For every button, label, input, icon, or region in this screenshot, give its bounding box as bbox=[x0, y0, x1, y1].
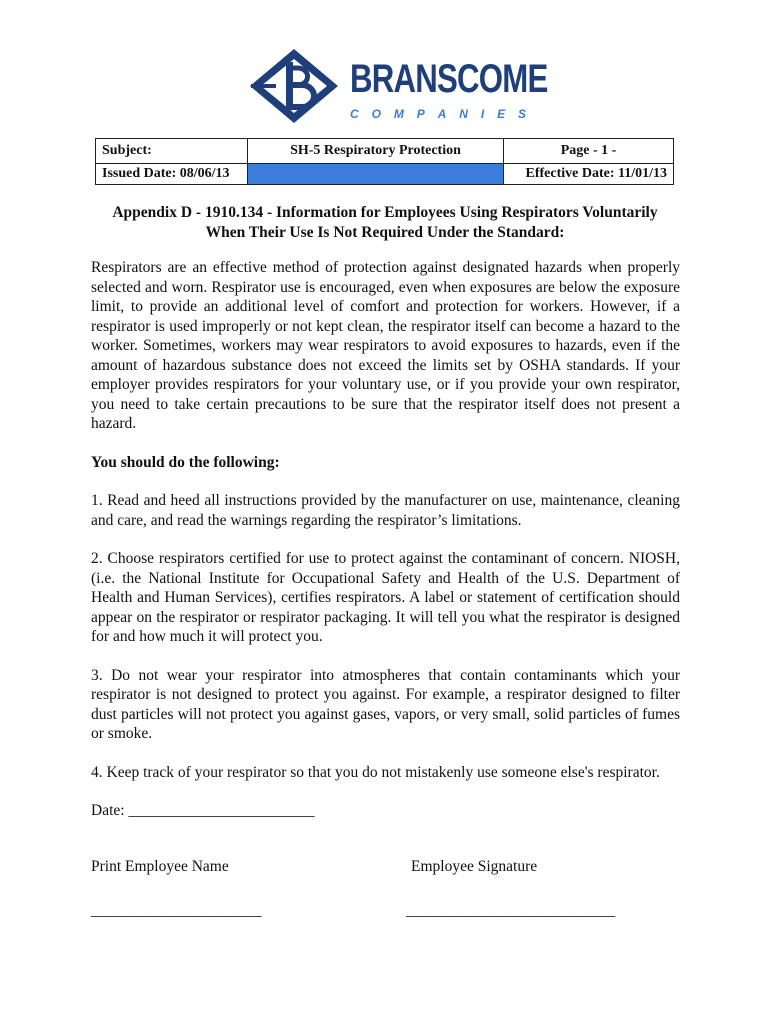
logo-letter: M bbox=[393, 107, 404, 121]
logo-letter: S bbox=[517, 107, 526, 121]
page-number: Page - 1 - bbox=[504, 139, 674, 164]
logo-subtitle bbox=[350, 107, 526, 121]
logo-letter: O bbox=[371, 107, 381, 121]
logo-wordmark: BRANSCOME bbox=[350, 57, 548, 101]
title-line-1: Appendix D - 1910.134 - Information for Employees Using Respirators Voluntarily bbox=[112, 204, 658, 221]
instruction-item-3: 3. Do not wear your respirator into atmospheres that contain contaminants which your respirator is not designed to protect you against. For example, a respirator designed to filter dust particles will not protect you against gases, vapors, or very small, solid particles of fumes or smoke. bbox=[91, 666, 680, 742]
logo-letter: A bbox=[437, 107, 447, 121]
signature-label: Employee Signature bbox=[411, 858, 538, 875]
section-heading: You should do the following: bbox=[91, 453, 280, 471]
logo-letter: C bbox=[350, 107, 359, 121]
date-field[interactable]: Date: ________________________ bbox=[91, 802, 315, 819]
print-name-line[interactable]: ______________________ bbox=[91, 902, 262, 919]
title-line-2: When Their Use Is Not Required Under the Standard: bbox=[205, 224, 565, 241]
highlight-cell bbox=[248, 164, 504, 185]
document-title bbox=[85, 203, 685, 243]
print-name-label: Print Employee Name bbox=[91, 858, 229, 875]
issued-date: Issued Date: 08/06/13 bbox=[96, 164, 248, 185]
branscome-logo bbox=[246, 45, 548, 127]
logo-letter: P bbox=[416, 107, 425, 121]
signature-line[interactable]: ___________________________ bbox=[406, 902, 616, 919]
branscome-b-icon bbox=[246, 45, 346, 127]
subject-value: SH-5 Respiratory Protection bbox=[248, 139, 504, 164]
logo-letter: E bbox=[497, 107, 506, 121]
effective-date: Effective Date: 11/01/13 bbox=[504, 164, 674, 185]
document-body bbox=[91, 258, 680, 821]
instruction-item-2: 2. Choose respirators certified for use to protect against the contaminant of concern. NIOSH, (i.e. the National Institute for Occupational Safety and Health of the U.S. Department of Health and Human Services), certifies respirators. A label or statement of certification should appear on the respirator or respirator packaging. It will tell you what the respirator is designed for and how much it will protect you. bbox=[91, 550, 680, 645]
intro-paragraph: Respirators are an effective method of protection against designated hazards when properly selected and worn. Respirator use is encouraged, even when exposures are below the exposure limit, to provide an additional level of comfort and protection for workers. However, if a respirator is used improperly or not kept clean, the respirator itself can become a hazard to the worker. Sometimes, workers may wear respirators to avoid exposures to hazards, even if the amount of hazardous substance does not exceed the limits set by OSHA standards. If your employer provides respirators for your voluntary use, or if you provide your own respirator, you need to take certain precautions to be sure that the respirator itself does not present a hazard. bbox=[91, 259, 680, 432]
logo-letter: I bbox=[480, 107, 485, 121]
subject-label: Subject: bbox=[96, 139, 248, 164]
document-header-table bbox=[95, 138, 674, 185]
instruction-item-4: 4. Keep track of your respirator so that you do not mistakenly use someone else's respirator. bbox=[91, 763, 660, 781]
instruction-item-1: 1. Read and heed all instructions provided by the manufacturer on use, maintenance, cleaning and care, and read the warnings regarding the respirator’s limitations. bbox=[91, 492, 680, 529]
logo-letter: N bbox=[459, 107, 468, 121]
